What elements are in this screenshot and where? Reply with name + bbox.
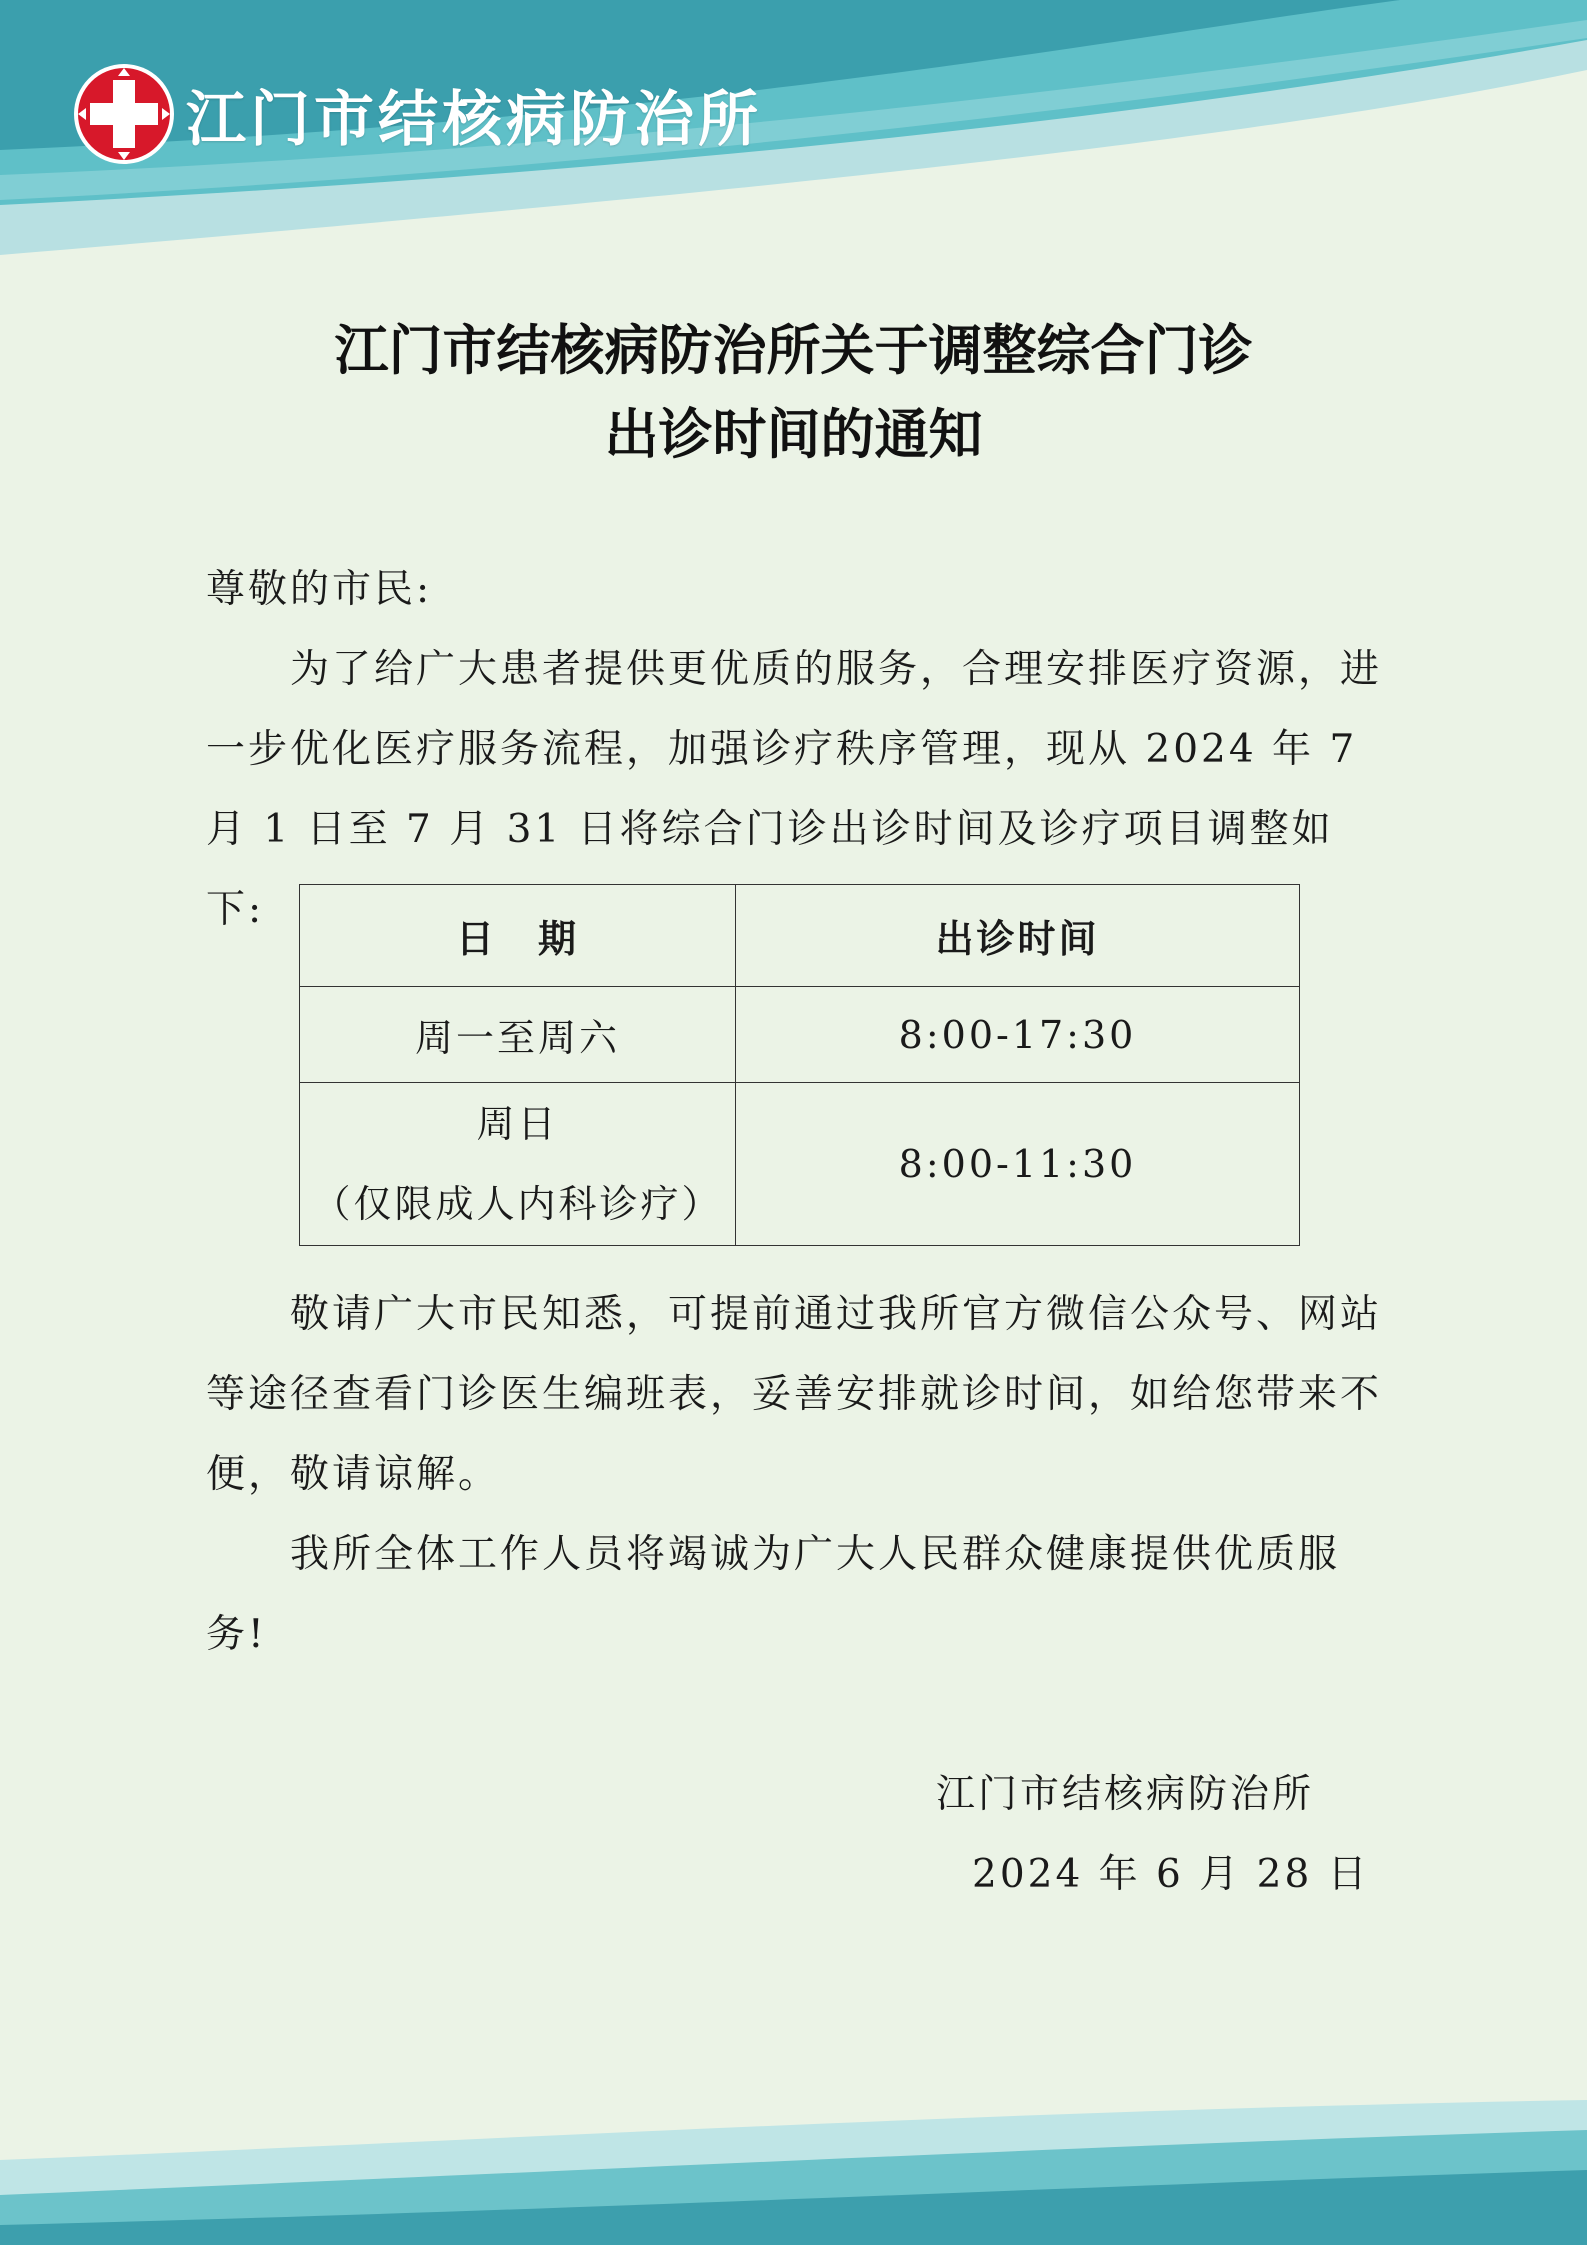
row-day: 周日 <box>476 1102 559 1146</box>
row-day: 周一至周六 <box>300 987 736 1083</box>
schedule-table <box>299 884 1300 1246</box>
greeting: 尊敬的市民: <box>206 567 433 612</box>
row-day-cell <box>300 1083 736 1246</box>
paragraph-closing: 我所全体工作人员将竭诚为广大人民群众健康提供优质服务! <box>206 1532 1341 1657</box>
red-cross-icon <box>72 62 176 166</box>
footer-wave-banner <box>0 2100 1587 2245</box>
table-header-row <box>300 885 1300 987</box>
paragraph-notice: 敬请广大市民知悉，可提前通过我所官方微信公众号、网站等途径查看门诊医生编班表，妥善安排就诊时间，如给您带来不便，敬请谅解。 <box>206 1292 1383 1497</box>
table-row <box>300 987 1300 1083</box>
notice-title-line2: 出诊时间的通知 <box>604 402 983 466</box>
header-date: 日 期 <box>300 885 736 987</box>
header-hours: 出诊时间 <box>736 885 1300 987</box>
row-hours: 8:00-11:30 <box>736 1083 1300 1246</box>
header-org-name: 江门市结核病防治所 <box>186 85 762 155</box>
signature-date: 2024 年 6 月 28 日 <box>972 1852 1370 1897</box>
row-day-note: （仅限成人内科诊疗） <box>312 1182 723 1226</box>
paragraph-intro: 为了给广大患者提供更优质的服务，合理安排医疗资源，进一步优化医疗服务流程，加强诊疗秩序管理，现从 2024 年 7 月 1 日至 7 月 31 日将综合门诊出诊时间及诊疗项目调整如下: <box>206 647 1383 932</box>
signature-block <box>936 1755 1370 1915</box>
row-hours: 8:00-17:30 <box>736 987 1300 1083</box>
signature-org: 江门市结核病防治所 <box>936 1772 1315 1817</box>
notice-title-line1: 江门市结核病防治所关于调整综合门诊 <box>334 318 1253 382</box>
table-row <box>300 1083 1300 1246</box>
